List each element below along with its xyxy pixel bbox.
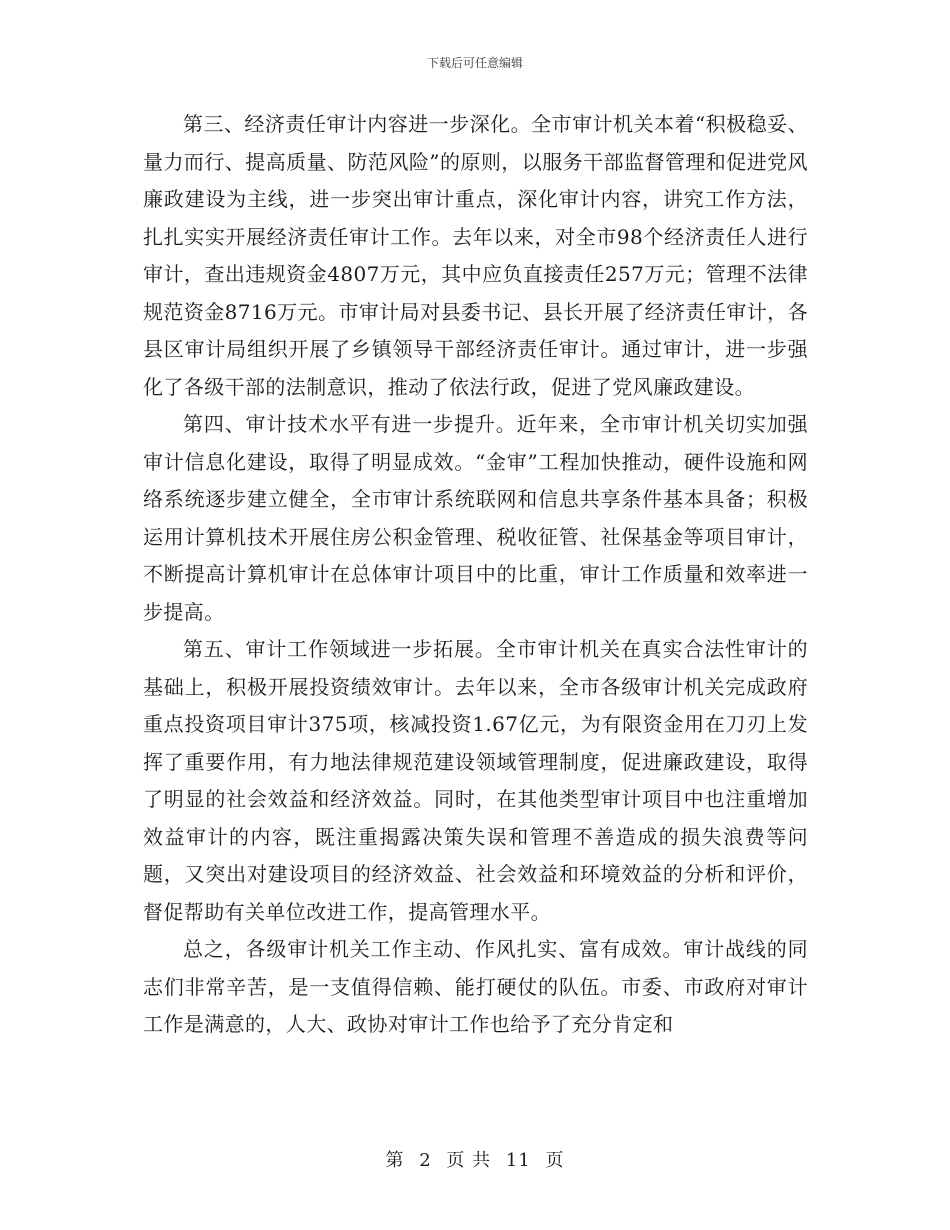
footer-suffix: 页	[545, 1150, 565, 1171]
footer-middle: 页 共	[446, 1150, 492, 1171]
paragraph-summary: 总之，各级审计机关工作主动、作风扎实、富有成效。审计战线的同志们非常辛苦，是一支值得信赖、能打硬仗的队伍。市委、市政府对审计工作是满意的，人大、政协对审计工作也给予了充分肯定和	[143, 937, 808, 1036]
paragraph-audit-responsibility: 第三、经济责任审计内容进一步深化。全市审计机关本着“积极稳妥、量力而行、提高质量、防范风险”的原则，以服务干部监督管理和促进党风廉政建设为主线，进一步突出审计重点，深化审计内容，讲究工作方法，扎扎实实开展经济责任审计工作。去年以来，对全市98个经济责任人进行审计，查出违规资金4807万元，其中应负直接责任257万元；管理不法律规范资金8716万元。市审计局对县委书记、县长开展了经济责任审计，各县区审计局组织开展了乡镇领导干部经济责任审计。通过审计，进一步强化了各级干部的法制意识，推动了依法行政，促进了党风廉政建设。	[143, 112, 808, 399]
footer-total-pages: 11	[505, 1150, 531, 1171]
paragraph-audit-technology: 第四、审计技术水平有进一步提升。近年来，全市审计机关切实加强审计信息化建设，取得了明显成效。“金审”工程加快推动，硬件设施和网络系统逐步建立健全，全市审计系统联网和信息共享条件基本具备；积极运用计算机技术开展住房公积金管理、税收征管、社保基金等项目审计，不断提高计算机审计在总体审计项目中的比重，审计工作质量和效率进一步提高。	[143, 412, 808, 624]
paragraph-audit-scope: 第五、审计工作领域进一步拓展。全市审计机关在真实合法性审计的基础上，积极开展投资绩效审计。去年以来，全市各级审计机关完成政府重点投资项目审计375项，核减投资1.67亿元，为有限资金用在刀刃上发挥了重要作用，有力地法律规范建设领域管理制度，促进廉政建设，取得了明显的社会效益和经济效益。同时，在其他类型审计项目中也注重增加效益审计的内容，既注重揭露决策失误和管理不善造成的损失浪费等问题，又突出对建设项目的经济效益、社会效益和环境效益的分析和评价，督促帮助有关单位改进工作，提高管理水平。	[143, 637, 808, 924]
page-header-note: 下载后可任意编辑	[426, 56, 523, 70]
page-footer	[0, 1146, 950, 1172]
footer-prefix: 第	[385, 1150, 405, 1171]
footer-page-number: 2	[419, 1150, 432, 1171]
document-body	[143, 106, 808, 1044]
